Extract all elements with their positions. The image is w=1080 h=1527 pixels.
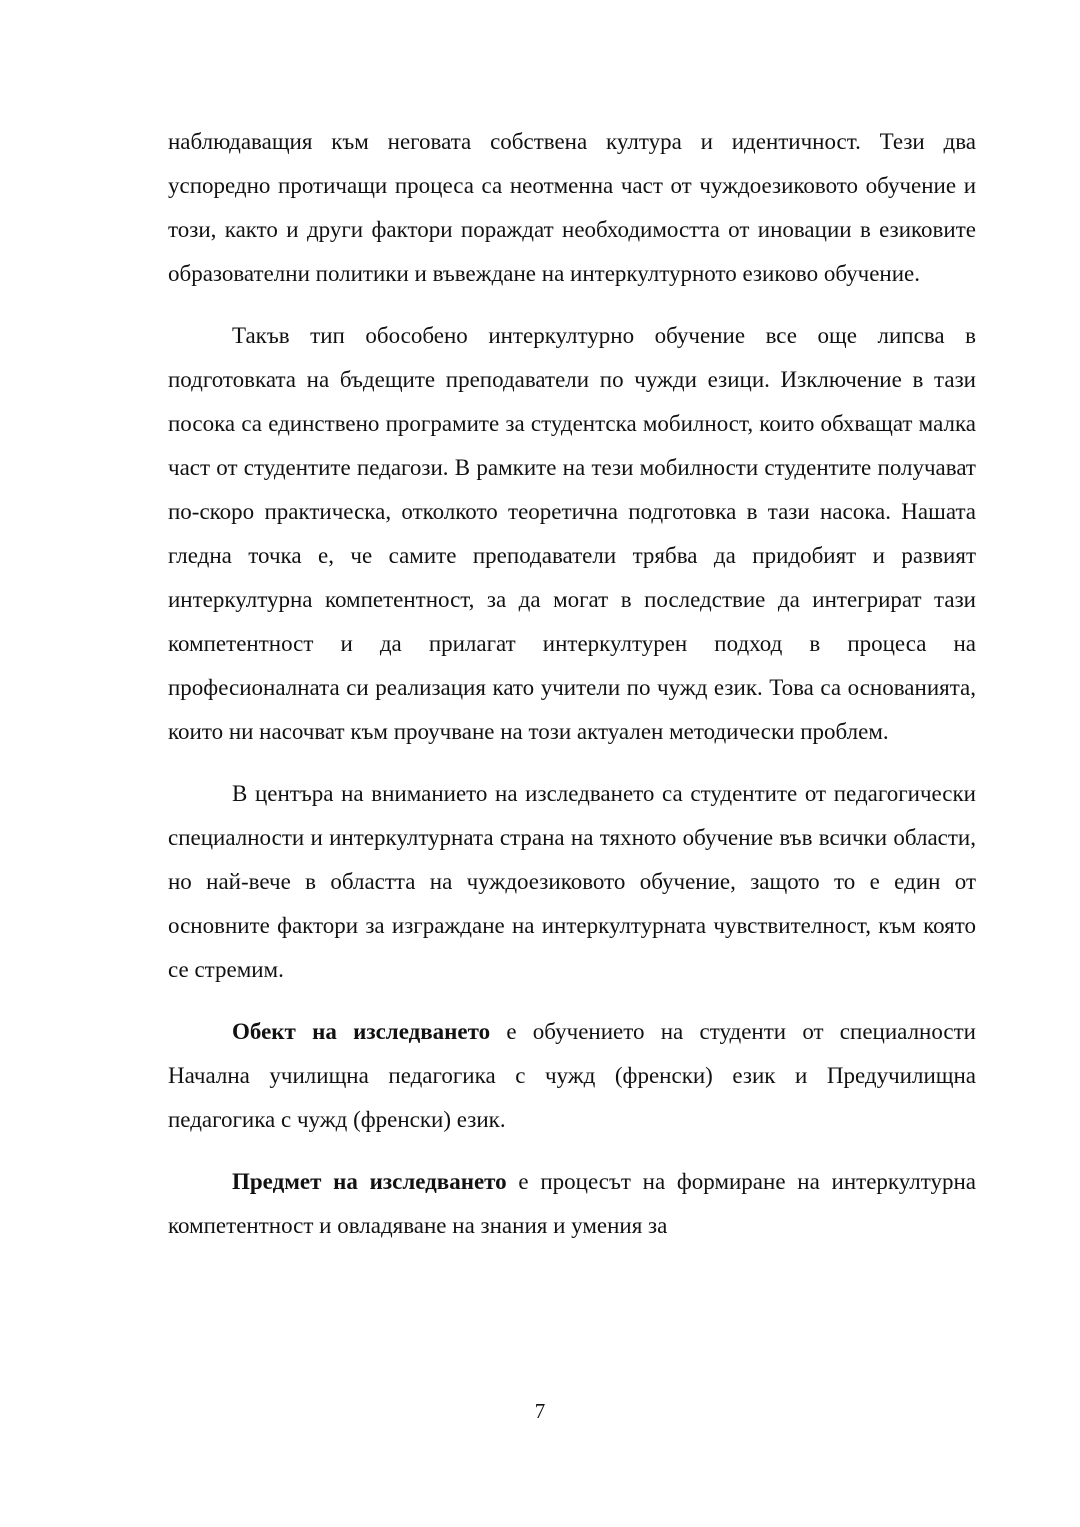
paragraph-intercultural-training bbox=[168, 314, 976, 754]
paragraph-research-subject bbox=[168, 1160, 976, 1248]
paragraph-text: Такъв тип обособено интеркултурно обучение все още липсва в подготовката на бъдещите преподаватели по чужди езици. Изключение в тази посока са единствено програмите за студентска мобилност, които обхващат малка част от студентите педагози. В рамките на тези мобилности студентите получават по-скоро практическа, отколкото теоретична подготовка в тази насока. Нашата гледна точка е, че самите преподаватели трябва да придобият и развият интеркултурна компетентност, за да могат в последствие да интегрират тази компетентност и да прилагат интеркултурен подход в процеса на професионалната си реализация като учители по чужд език. Това са основанията, които ни насочват към проучване на този актуален методически проблем. bbox=[168, 323, 976, 744]
page-number: 7 bbox=[534, 1399, 546, 1423]
research-object-label: Обект на изследването bbox=[232, 1019, 491, 1044]
paragraph-text: е обучението на студенти от специалности Начална училищна педагогика с чужд (френски) език и Предучилищна педагогика с чужд (френски) език. bbox=[168, 1019, 976, 1132]
research-subject-label: Предмет на изследването bbox=[232, 1169, 507, 1194]
paragraph-continuation bbox=[168, 120, 976, 296]
paragraph-text: В центъра на вниманието на изследването са студентите от педагогически специалности и интеркултурната страна на тяхното обучение във всички области, но най-вече в областта на чуждоезиковото обучение, защото то е един от основните фактори за изграждане на интеркултурната чувствителност, към която се стремим. bbox=[168, 781, 976, 982]
document-page bbox=[168, 120, 976, 1248]
paragraph-text: наблюдаващия към неговата собствена култура и идентичност. Тези два успоредно протичащи процеса са неотменна част от чуждоезиковото обучение и този, както и други фактори пораждат необходимостта от иновации в езиковите образователни политики и въвеждане на интеркултурното езиково обучение. bbox=[168, 129, 976, 286]
paragraph-research-object bbox=[168, 1010, 976, 1142]
paragraph-text: е процесът на формиране на интеркултурна компетентност и овладяване на знания и умения за bbox=[168, 1169, 976, 1238]
paragraph-research-focus bbox=[168, 772, 976, 992]
